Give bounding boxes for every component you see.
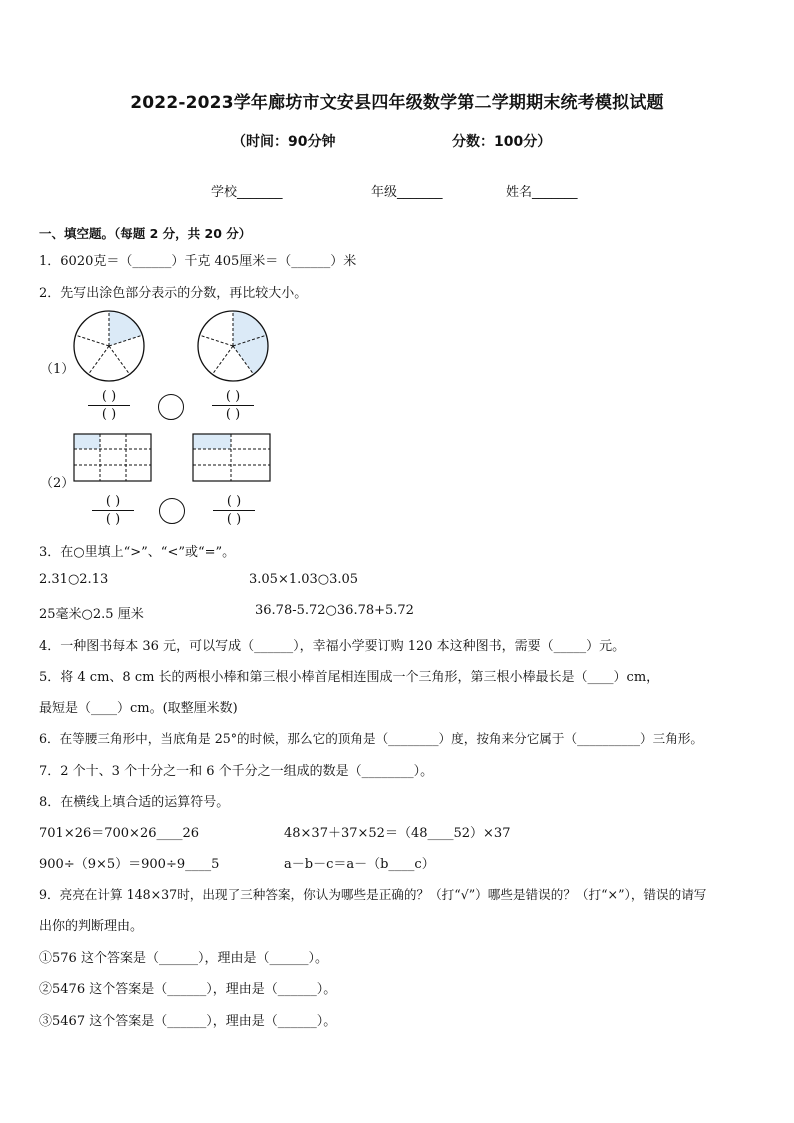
question-3: 3．在○里填上“>”、“<”或“=”。 [39,545,236,560]
question-5-line-1: 5．将 4 cm、8 cm 长的两根小棒和第三根小棒首尾相连围成一个三角形，第三根小棒最长是（____）cm， [39,670,660,685]
denominator-blank: ( ) [105,512,121,527]
grid-figure-right [192,433,272,483]
exam-score: 分数：100分） [452,134,552,150]
numerator-blank: ( ) [226,494,242,509]
question-5-line-2: 最短是（____）cm。(取整厘米数) [39,701,238,716]
question-2: 2．先写出涂色部分表示的分数，再比较大小。 [39,286,308,301]
fraction-blank[interactable] [88,494,138,527]
numerator-blank: ( ) [101,389,117,404]
denominator-blank: ( ) [101,407,117,422]
fraction-blank[interactable] [208,389,258,422]
compare-circle[interactable] [159,498,185,524]
q3-item-d: 36.78-5.72○36.78+5.72 [255,603,414,618]
section-heading: 一、填空题。（每题 2 分，共 20 分） [39,226,252,241]
q3-item-c: 25毫米○2.5 厘米 [39,607,144,622]
question-8: 8．在横线上填合适的运算符号。 [39,795,230,810]
pie-figure-right [197,310,269,382]
question-1: 1．6020克＝（______）千克 405厘米＝（______）米 [39,254,357,269]
question-9-line-2: 出你的判断理由。 [39,919,144,934]
name-field: 姓名_______ [506,185,578,200]
q2-label-1: （1） [40,362,75,377]
question-9-line-1: 9．亮亮在计算 148×37时，出现了三种答案，你认为哪些是正确的？（打“√”）哪些是错误的？（打“×”），错误的请写 [39,887,707,902]
numerator-blank: ( ) [225,389,241,404]
q9-answer-3: ③5467 这个答案是（______），理由是（______）。 [39,1014,337,1029]
pie-figure-left [73,310,145,382]
q2-label-2: （2） [40,476,75,491]
q8-item-d: a－b－c＝a－（b____c） [284,857,435,872]
numerator-blank: ( ) [105,494,121,509]
school-field: 学校_______ [211,185,283,200]
q9-answer-2: ②5476 这个答案是（______），理由是（______）。 [39,982,337,997]
grade-field: 年级_______ [371,185,443,200]
question-7: 7．2 个十、3 个十分之一和 6 个千分之一组成的数是（________）。 [39,764,434,779]
question-6: 6．在等腰三角形中，当底角是 25°的时候，那么它的顶角是（________）度，按角来分它属于（__________）三角形。 [39,731,704,746]
fraction-blank[interactable] [209,494,259,527]
q9-answer-1: ①576 这个答案是（______），理由是（______）。 [39,951,328,966]
denominator-blank: ( ) [226,512,242,527]
compare-circle[interactable] [158,394,184,420]
q8-item-a: 701×26＝700×26____26 [39,826,200,841]
grid-figure-left [73,433,153,483]
q8-item-c: 900÷（9×5）＝900÷9____5 [39,857,220,872]
q8-item-b: 48×37＋37×52＝（48____52）×37 [284,826,511,841]
page-title: 2022-2023学年廊坊市文安县四年级数学第二学期期末统考模拟试题 [130,93,664,113]
q3-item-a: 2.31○2.13 [39,572,109,587]
exam-time: （时间：90分钟 [232,134,336,150]
q3-item-b: 3.05×1.03○3.05 [249,572,359,587]
question-4: 4．一种图书每本 36 元，可以写成（______），幸福小学要订购 120 本这种图书，需要（_____）元。 [39,639,626,654]
denominator-blank: ( ) [225,407,241,422]
fraction-blank[interactable] [84,389,134,422]
